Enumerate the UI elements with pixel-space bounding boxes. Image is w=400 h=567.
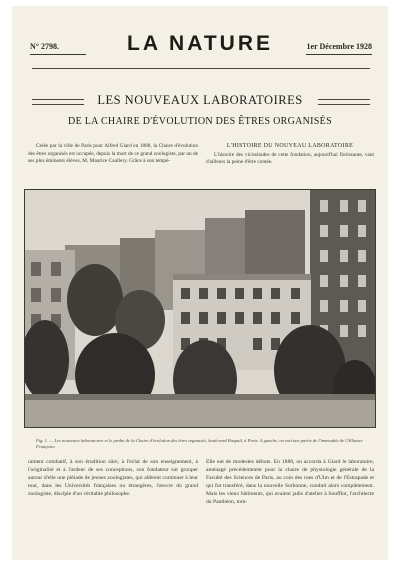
- magazine-page: [12, 6, 388, 560]
- article-subtitle: DE LA CHAIRE D'ÉVOLUTION DES ÊTRES ORGANISÉS: [68, 116, 332, 127]
- masthead: [12, 32, 388, 62]
- figure-caption: Fig. 1. — Les nouveaux laboratoires et le jardin de la Chaire d'évolution des êtres organisés, boulevard Raspail, à Paris. A gauche, on voit une partie de l'immeuble de l'Alliance Française.: [36, 438, 363, 449]
- history-column: [206, 143, 374, 167]
- article-title: LES NOUVEAUX LABORATOIRES: [97, 93, 303, 107]
- intro-column: [28, 143, 198, 166]
- header-divider: [32, 68, 370, 69]
- intro-paragraph: Créée par la ville de Paris pour Alfred Giard en 1888, la Chaire d'évolution des êtres organisés est occupée, depuis la mort de ce grand zoologiste, par un de ses plus éminents élèves, M. Maurice Caullery. Grâce à son tempé-: [28, 143, 198, 165]
- history-paragraph: L'histoire des vicissitudes de cette fondation, aujourd'hui florissante, vaut d'ailleurs la peine d'être contée.: [206, 151, 374, 166]
- issue-number: N° 2798.: [30, 42, 59, 51]
- masthead-rule-right: [306, 54, 372, 55]
- body-paragraph-left: rament combatif, à son érudition sûre, à l'éclat de son enseignement, à l'originalité et à l'ardeur de ses conceptions, son fondateur sut grouper autour d'elle une pléiade de jeunes zoologistes, qui allèrent continuer à leur tour, dans les Universités françaises ou étrangères, l'œuvre du grand zoologiste, disciple d'un véritable philosophe.: [28, 459, 198, 497]
- magazine-title: LA NATURE: [127, 32, 273, 55]
- section-heading: L'HISTOIRE DU NOUVEAU LABORATOIRE: [226, 143, 354, 149]
- body-paragraph-right: Elle eut de modestes débuts. En 1888, on accorda à Giard le laboratoire, aménagé précédemment pour la chaire de physiologie générale de la Faculté des Sciences de Paris, au coin des rues d'Ulm et de l'Estrapade et qui fut transféré, dans la nouvelle Sorbonne, conduit alors complètement. Mais les vieux bâtiments, qui avaient jadis d'atelier à Soufflot, l'architecte du Panthéon, tom-: [206, 459, 374, 505]
- body-column-left: [28, 458, 198, 498]
- issue-date: 1er Décembre 1928: [306, 42, 372, 51]
- body-column-right: [206, 458, 374, 506]
- laboratory-photograph: [24, 189, 376, 428]
- photo-illustration: [25, 190, 375, 427]
